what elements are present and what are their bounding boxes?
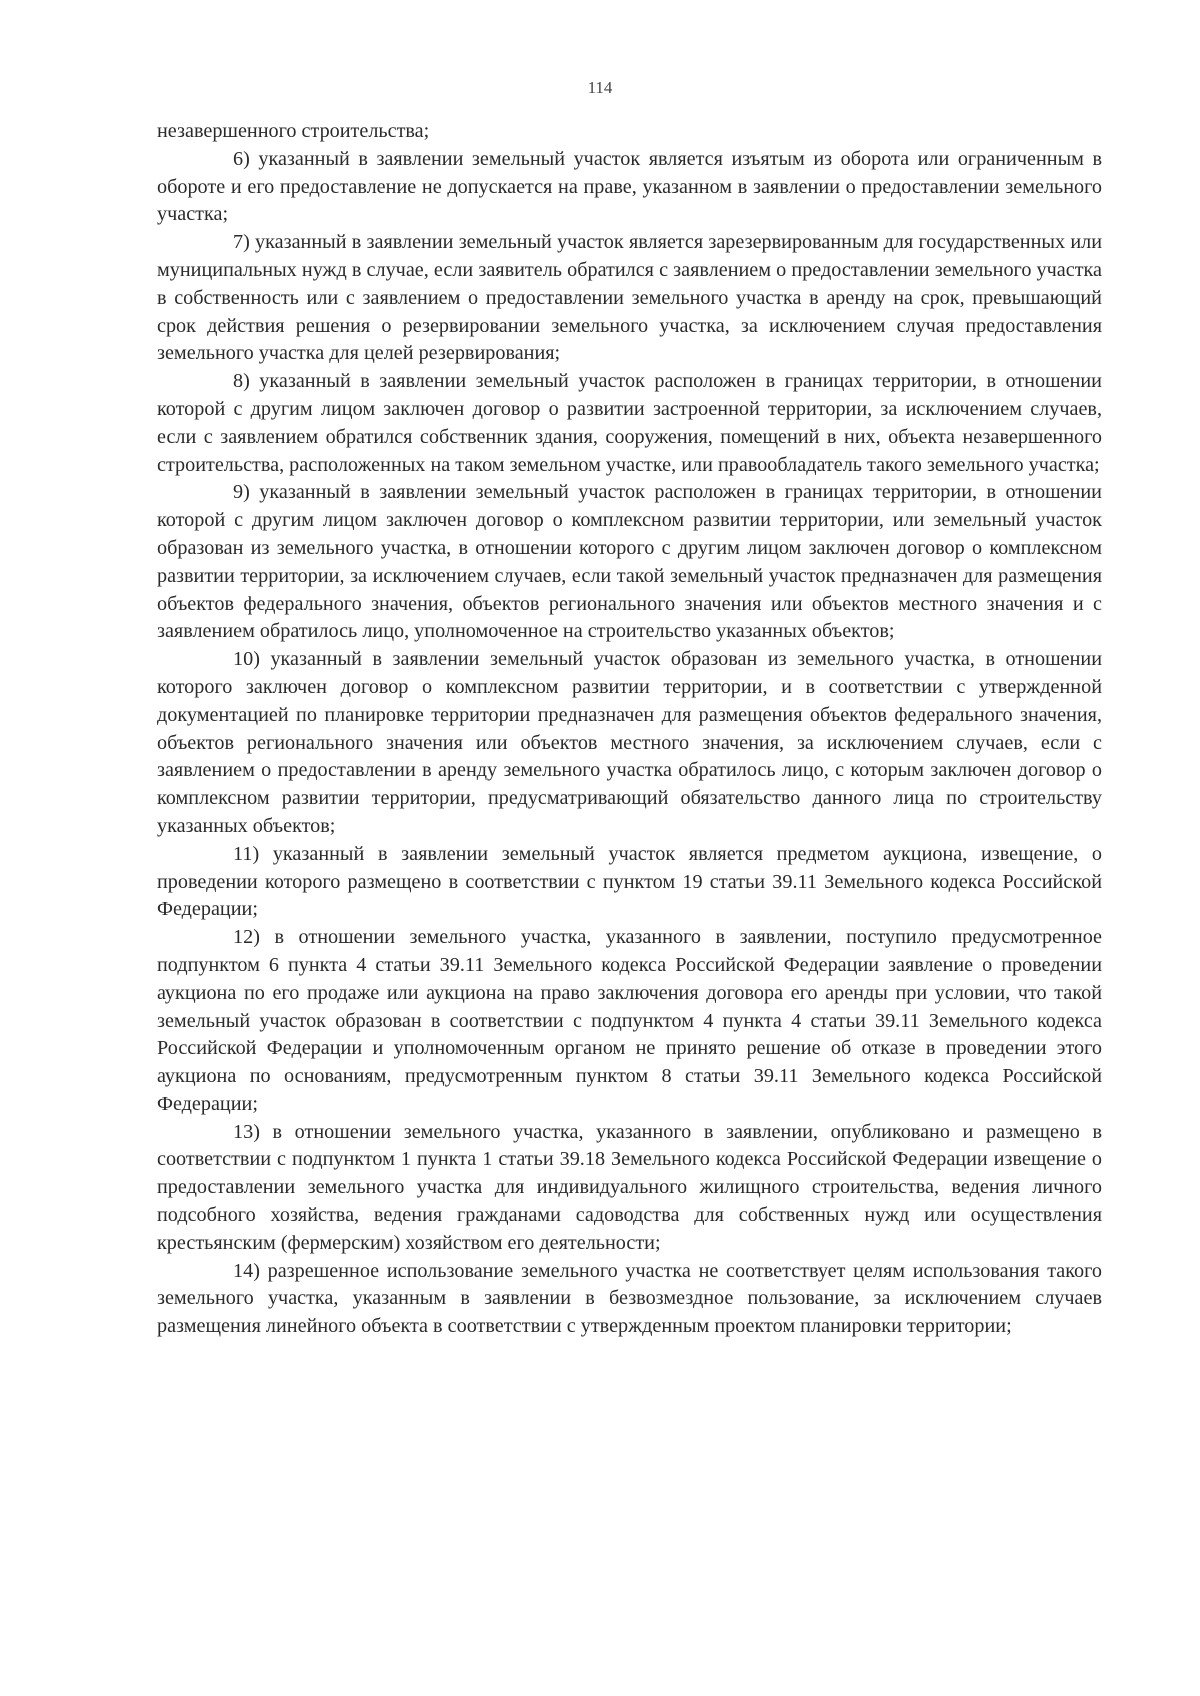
paragraph-item-13: 13) в отношении земельного участка, указанного в заявлении, опубликовано и размещено в соответствии с подпунктом 1 пункта 1 статьи 39.18 Земельного кодекса Российской Федерации извещение о предоставлении земельного участка для индивидуального жилищного строительства, ведения личного подсобного хозяйства, ведения гражданами садоводства для собственных нужд или осуществления крестьянским (фермерским) хозяйством его деятельности;: [157, 1120, 1102, 1254]
paragraph-item-11: 11) указанный в заявлении земельный участок является предметом аукциона, извещение, о проведении которого размещено в соответствии с пунктом 19 статьи 39.11 Земельного кодекса Российской Федерации;: [157, 842, 1102, 921]
paragraph-item-8: 8) указанный в заявлении земельный участок расположен в границах территории, в отношении которой с другим лицом заключен договор о развитии застроенной территории, за исключением случаев, если с заявлением обратился собственник здания, сооружения, помещений в них, объекта незавершенного строительства, расположенных на таком земельном участке, или правообладатель такого земельного участка;: [157, 370, 1102, 476]
document-body: [157, 118, 1102, 1341]
paragraph-item-12: 12) в отношении земельного участка, указанного в заявлении, поступило предусмотренное подпунктом 6 пункта 4 статьи 39.11 Земельного кодекса Российской Федерации заявление о проведении аукциона по его продаже или аукциона на право заключения договора его аренды при условии, что такой земельный участок образован в соответствии с подпунктом 4 пункта 4 статьи 39.11 Земельного кодекса Российской Федерации и уполномоченным органом не принято решение об отказе в проведении этого аукциона по основаниям, предусмотренным пунктом 8 статьи 39.11 Земельного кодекса Российской Федерации;: [157, 926, 1102, 1115]
paragraph-continuation: незавершенного строительства;: [157, 120, 430, 142]
paragraph-item-14: 14) разрешенное использование земельного участка не соответствует целям использования такого земельного участка, указанным в заявлении в безвозмездное пользование, за исключением случаев размещения линейного объекта в соответствии с утвержденным проектом планировки территории;: [157, 1259, 1102, 1338]
paragraph-item-6: 6) указанный в заявлении земельный участок является изъятым из оборота или ограниченным в обороте и его предоставление не допускается на праве, указанном в заявлении о предоставлении земельного участка;: [157, 147, 1102, 226]
paragraph-item-10: 10) указанный в заявлении земельный участок образован из земельного участка, в отношении которого заключен договор о комплексном развитии территории, и в соответствии с утвержденной документацией по планировке территории предназначен для размещения объектов федерального значения, объектов регионального значения или объектов местного значения, за исключением случаев, если с заявлением о предоставлении в аренду земельного участка обратилось лицо, с которым заключен договор о комплексном развитии территории, предусматривающий обязательство данного лица по строительству указанных объектов;: [157, 648, 1102, 837]
paragraph-item-9: 9) указанный в заявлении земельный участок расположен в границах территории, в отношении которой с другим лицом заключен договор о комплексном развитии территории, или земельный участок образован из земельного участка, в отношении которого с другим лицом заключен договор о комплексном развитии территории, за исключением случаев, если такой земельный участок предназначен для размещения объектов федерального значения, объектов регионального значения или объектов местного значения и с заявлением обратилось лицо, уполномоченное на строительство указанных объектов;: [157, 481, 1102, 643]
page-number: 114: [587, 78, 613, 97]
paragraph-item-7: 7) указанный в заявлении земельный участок является зарезервированным для государственных или муниципальных нужд в случае, если заявитель обратился с заявлением о предоставлении земельного участка в собственность или с заявлением о предоставлении земельного участка в аренду на срок, превышающий срок действия решения о резервировании земельного участка, за исключением случая предоставления земельного участка для целей резервирования;: [157, 231, 1102, 365]
